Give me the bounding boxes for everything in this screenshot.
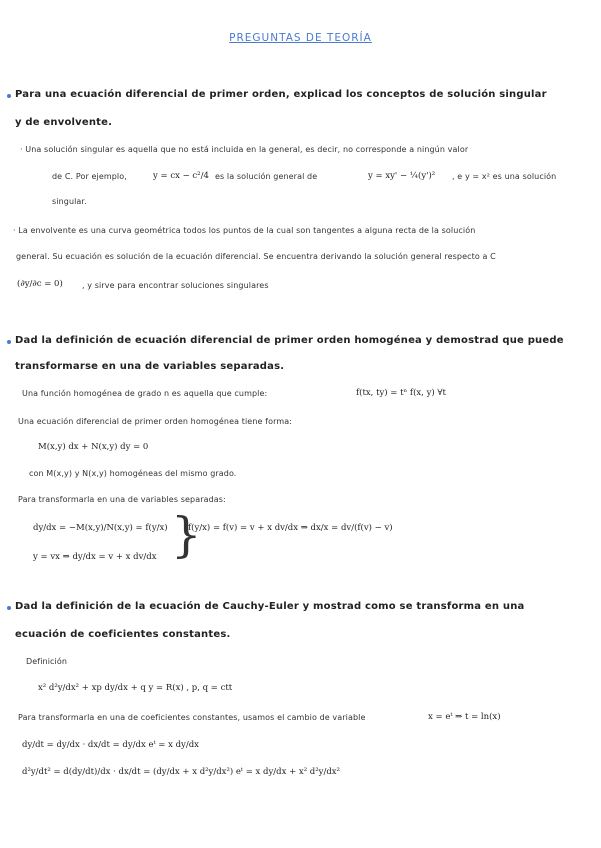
q2-line1: Una función homogénea de grado n es aquella que cumple:: [22, 389, 268, 398]
q3-definition-label: Definición: [26, 657, 67, 666]
q3-transform-eq: x = eᵗ ⇒ t = ln(x): [428, 712, 501, 722]
q2-line3-eq: M(x,y) dx + N(x,y) dy = 0: [38, 442, 149, 452]
q1-p2-eq: (∂y/∂c = 0): [17, 279, 63, 289]
q2-line1-eq: f(tx, ty) = tⁿ f(x, y) ∀t: [356, 388, 446, 398]
grouping-brace: }: [171, 507, 202, 563]
page-title: PREGUNTAS DE TEORÍA: [229, 32, 372, 44]
q2-line4: con M(x,y) y N(x,y) homogéneas del mismo grado.: [29, 469, 237, 478]
q2-heading-line1: Dad la definición de ecuación diferencial de primer orden homogénea y demostrad que puede: [15, 335, 564, 346]
q2-line5: Para transformarla en una de variables separadas:: [18, 495, 226, 504]
q1-p2-line3: , y sirve para encontrar soluciones singulares: [82, 281, 269, 290]
q2-step1-eq: dy/dx = −M(x,y)/N(x,y) = f(y/x): [33, 523, 168, 533]
q1-p1-line3: singular.: [52, 197, 87, 206]
q2-heading-line2: transformarse en una de variables separadas.: [15, 361, 285, 372]
q1-p2-line2: general. Su ecuación es solución de la ecuación diferencial. Se encuentra derivando la solución general respecto a C: [16, 252, 496, 261]
q1-p1-line2-c: , e y = x² es una solución: [452, 172, 557, 181]
q1-heading-line1: Para una ecuación diferencial de primer orden, explicad los conceptos de solución singular: [15, 89, 547, 100]
q2-line2: Una ecuación diferencial de primer orden homogénea tiene forma:: [18, 417, 293, 426]
bullet-q2: [7, 340, 11, 344]
bullet-q3: [7, 606, 11, 610]
q3-eq2: d²y/dt² = d(dy/dt)/dx · dx/dt = (dy/dx + x d²y/dx²) eᵗ = x dy/dx + x² d²y/dx²: [22, 767, 340, 777]
bullet-q1: [7, 94, 11, 98]
q1-p1-eq1: y = cx − c²/4: [153, 171, 209, 181]
q1-heading-line2: y de envolvente.: [15, 117, 113, 128]
q3-heading-line1: Dad la definición de la ecuación de Cauchy-Euler y mostrad como se transforma en una: [15, 601, 525, 612]
q3-definition-eq: x² d²y/dx² + xp dy/dx + q y = R(x) , p, q = ctt: [38, 683, 233, 693]
q1-p1-line2-a: de C. Por ejemplo,: [52, 172, 127, 181]
q3-heading-line2: ecuación de coeficientes constantes.: [15, 629, 231, 640]
q3-eq1: dy/dt = dy/dx · dx/dt = dy/dx eᵗ = x dy/dx: [22, 740, 199, 750]
q2-step2-eq: y = vx ⇒ dy/dx = v + x dv/dx: [33, 552, 157, 562]
q1-p1-line1: · Una solución singular es aquella que no está incluida en la general, es decir, no corresponde a ningún valor: [20, 145, 469, 154]
q1-p2-line1: · La envolvente es una curva geométrica todos los puntos de la cual son tangentes a alguna recta de la solución: [13, 226, 476, 235]
q1-p1-eq2: y = xy' − ¼(y')²: [368, 171, 436, 181]
q3-transform-text: Para transformarla en una de coeficientes constantes, usamos el cambio de variable: [18, 713, 366, 722]
q2-result-eq: f(y/x) = f(v) = v + x dv/dx ⇒ dx/x = dv/(f(v) − v): [188, 523, 393, 533]
q1-p1-line2-b: es la solución general de: [215, 172, 318, 181]
